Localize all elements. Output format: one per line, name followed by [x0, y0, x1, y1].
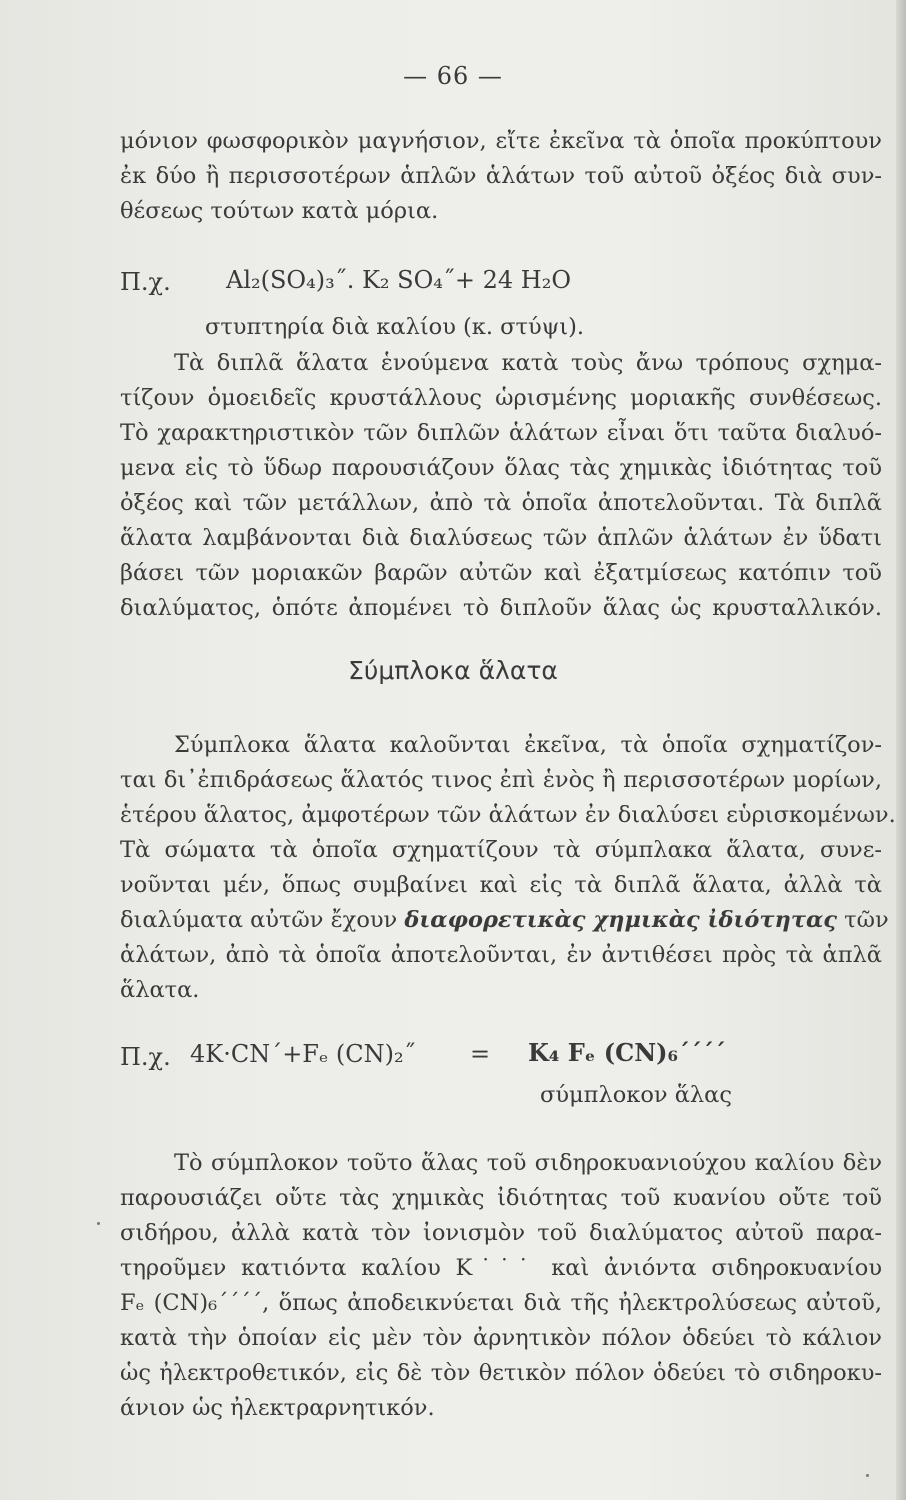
formula-caption: σύμπλοκον ἅλας	[540, 1082, 732, 1108]
text-line: κατὰ τὴν ὁποίαν εἰς μὲν τὸν ἀρνητικὸν πόλον ὁδεύει τὸ κάλιον	[120, 1325, 882, 1351]
formula-caption: στυπτηρία διὰ καλίου (κ. στύψι).	[205, 314, 585, 340]
chemical-formula-alum: Al₂(SO₄)₃˝. K₂ SO₄˝+ 24 H₂O	[226, 266, 572, 294]
text-line: Fₑ (CN)₆΄΄΄΄, ὅπως ἀποδεικνύεται διὰ τῆς ἠλεκτρολύσεως αὐτοῦ,	[120, 1290, 882, 1316]
text-segment: τῶν	[837, 907, 889, 933]
text-line: μενα εἰς τὸ ὕδωρ παρουσιάζουν ὅλας τὰς χημικὰς ἰδιότητας τοῦ	[120, 455, 882, 481]
text-line: παρουσιάζει οὔτε τὰς χημικὰς ἰδιότητας τοῦ κυανίου οὔτε τοῦ	[120, 1185, 882, 1211]
text-line: ἅλατα λαμβάνονται διὰ διαλύσεως τῶν ἁπλῶν ἁλάτων ἐν ὕδατι	[120, 525, 882, 551]
text-line: ὀξέος καὶ τῶν μετάλλων, ἀπὸ τὰ ὁποῖα ἀποτελοῦνται. Τὰ διπλᾶ	[120, 490, 882, 516]
text-segment: διαλύματα αὐτῶν ἔχουν	[120, 907, 405, 933]
text-line: ἁλάτων, ἀπὸ τὰ ὁποῖα ἀποτελοῦνται, ἐν ἀντιθέσει πρὸς τὰ ἁπλᾶ	[120, 942, 882, 968]
text-line: τηροῦμεν κατιόντα καλίου K˙˙˙ καὶ ἀνιόντα σιδηροκυανίου	[120, 1255, 882, 1281]
chemical-formula-product: K₄ Fₑ (CN)₆΄΄΄΄	[528, 1038, 727, 1067]
text-line: ται δι᾽ἐπιδράσεως ἅλατός τινος ἐπὶ ἑνὸς ἢ περισσοτέρων μορίων,	[120, 767, 882, 793]
equals-sign: =	[470, 1040, 491, 1068]
text-line: ἐκ δύο ἢ περισσοτέρων ἁπλῶν ἁλάτων τοῦ αὐτοῦ ὀξέος διὰ συν-	[120, 163, 882, 189]
text-line-with-emphasis	[120, 903, 889, 938]
page-gutter-shadow	[896, 0, 906, 1500]
paper-speck	[866, 1474, 869, 1477]
text-line: τίζουν ὁμοειδεῖς κρυστάλλους ὡρισμένης μοριακῆς συνθέσεως.	[120, 385, 882, 411]
page-number: — 66 —	[403, 62, 503, 90]
emphasized-text: διαφορετικὰς χημικὰς ἰδιότητας	[404, 907, 837, 933]
text-line: Τὰ διπλᾶ ἅλατα ἑνούμενα κατὰ τοὺς ἄνω τρόπους σχημα-	[174, 350, 882, 376]
text-line: σιδήρου, ἀλλὰ κατὰ τὸν ἰονισμὸν τοῦ διαλύματος αὐτοῦ παρα-	[120, 1220, 882, 1246]
text-line: Τὸ σύμπλοκον τοῦτο ἅλας τοῦ σιδηροκυανιούχου καλίου δὲν	[174, 1150, 882, 1176]
text-line: βάσει τῶν μοριακῶν βαρῶν αὐτῶν καὶ ἐξατμίσεως κατόπιν τοῦ	[120, 560, 882, 586]
double-salts-paragraph	[120, 346, 882, 626]
example-label: Π.χ.	[120, 268, 171, 296]
text-line: ὡς ἠλεκτροθετικόν, εἰς δὲ τὸν θετικὸν πόλον ὁδεύει τὸ σιδηροκυ-	[120, 1360, 882, 1386]
text-line: Τὰ σώματα τὰ ὁποῖα σχηματίζουν τὰ σύμπλακα ἅλατα, συνε-	[120, 837, 882, 863]
section-heading: Σύμπλοκα ἅλατα	[348, 656, 558, 685]
text-line: ἅλατα.	[120, 977, 200, 1003]
text-line: μόνιον φωσφορικὸν μαγνήσιον, εἴτε ἐκεῖνα τὰ ὁποῖα προκύπτουν	[120, 128, 882, 154]
text-line: θέσεως τούτων κατὰ μόρια.	[120, 198, 439, 224]
text-line: ἑτέρου ἅλατος, ἀμφοτέρων τῶν ἁλάτων ἐν διαλύσει εὑρισκομένων.	[120, 802, 896, 828]
text-line: διαλύματος, ὁπότε ἀπομένει τὸ διπλοῦν ἅλας ὡς κρυσταλλικόν.	[120, 595, 882, 621]
chemical-formula-reactants: 4K·CN΄+Fₑ (CN)₂˝	[190, 1040, 416, 1068]
text-line: νοῦνται μέν, ὅπως συμβαίνει καὶ εἰς τὰ διπλᾶ ἅλατα, ἀλλὰ τὰ	[120, 872, 882, 898]
example-label: Π.χ.	[120, 1043, 171, 1071]
text-line: Σύμπλοκα ἅλατα καλοῦνται ἐκεῖνα, τὰ ὁποῖα σχηματίζον-	[174, 732, 882, 758]
ferrocyanide-paragraph	[120, 1146, 882, 1426]
text-line: Τὸ χαρακτηριστικὸν τῶν διπλῶν ἁλάτων εἶναι ὅτι ταῦτα διαλυό-	[120, 420, 882, 446]
intro-paragraph	[120, 124, 882, 229]
complex-salts-paragraph	[120, 728, 896, 1008]
text-line: άνιον ὡς ἠλεκτραρνητικόν.	[120, 1395, 435, 1421]
paper-speck	[97, 1222, 100, 1225]
